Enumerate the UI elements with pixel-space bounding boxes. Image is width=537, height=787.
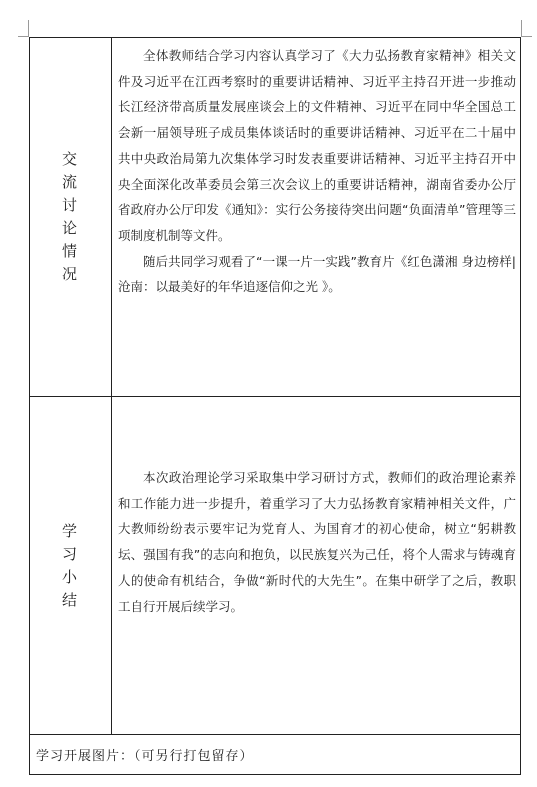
corner-mark-top-left bbox=[28, 20, 29, 36]
corner-mark-top-right bbox=[521, 20, 522, 36]
photos-row bbox=[30, 735, 520, 774]
corner-mark-top-left bbox=[18, 36, 29, 37]
summary-label: 学习小结 bbox=[61, 521, 79, 609]
summary-row bbox=[30, 397, 520, 735]
corner-mark-top-right bbox=[521, 36, 532, 37]
summary-paragraph: 本次政治理论学习采取集中学习研讨方式，教师们的政治理论素养和工作能力进一步提升，着重学习了大力弘扬教育家精神相关文件，广大教师纷纷表示要牢记为党育人、为国育才的初心使命，树立“躬耕教坛、强国有我”的志向和抱负，以民族复兴为己任，将个人需求与铸魂育人的使命有机结合，争做“新时代的大先生”。在集中研学了之后，教职工自行开展后续学习。 bbox=[118, 470, 516, 614]
study-record-table bbox=[29, 37, 521, 775]
discussion-paragraph: 全体教师结合学习内容认真学习了《大力弘扬教育家精神》相关文件及习近平在江西考察时的重要讲话精神、习近平主持召开进一步推动长江经济带高质量发展座谈会上的文件精神、习近平在同中华全国总工会新一届领导班子成员集体谈话时的重要讲话精神、习近平在二十届中共中央政治局第九次集体学习时发表重要讲话精神、习近平主持召开中央全面深化改革委员会第三次会议上的重要讲话精神，湖南省委办公厅省政府办公厅印发《通知》：实行公务接待突出问题“负面清单”管理等三项制度机制等文件。 bbox=[118, 48, 516, 243]
discussion-label-cell bbox=[30, 38, 112, 396]
discussion-label: 交流讨论情况 bbox=[61, 150, 79, 283]
discussion-paragraph: 随后共同学习观看了“一课一片一实践”教育片《红色潇湘 身边榜样|沧南：以最美好的年华追逐信仰之光 》。 bbox=[118, 253, 516, 295]
summary-label-cell bbox=[30, 397, 112, 734]
discussion-row bbox=[30, 38, 520, 397]
discussion-content-cell bbox=[112, 38, 520, 396]
photos-caption: 学习开展图片：（可另行打包留存） bbox=[36, 749, 254, 764]
summary-content-cell bbox=[112, 397, 520, 734]
